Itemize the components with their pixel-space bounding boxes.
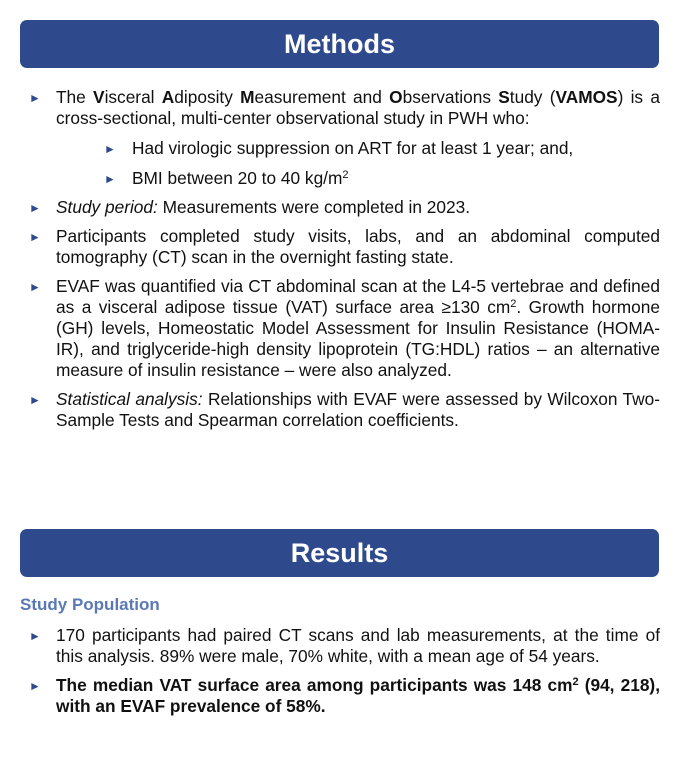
triangle-right-icon: ► [29, 679, 41, 693]
list-item-statistical: ► Statistical analysis: Relationships with EVAF were assessed by Wilcoxon Two-Sample Tests and Spearman correlation coefficients. [29, 389, 660, 430]
triangle-right-icon: ► [29, 230, 41, 244]
methods-heading: Methods [20, 20, 659, 68]
triangle-right-icon: ► [29, 629, 41, 643]
triangle-right-icon: ► [29, 280, 41, 294]
triangle-right-icon: ► [104, 142, 116, 156]
results-heading: Results [20, 529, 659, 577]
triangle-right-icon: ► [29, 201, 41, 215]
list-item-participants: ► Participants completed study visits, labs, and an abdominal computed tomography (CT) scan in the overnight fasting state. [29, 226, 660, 267]
list-item-participants-count: ► 170 participants had paired CT scans and lab measurements, at the time of this analysis. 89% were male, 70% white, with a mean age of 54 years. [29, 625, 660, 666]
triangle-right-icon: ► [104, 172, 116, 186]
sub-item-bmi: ► BMI between 20 to 40 $kg/m^2$ [104, 168, 349, 188]
methods-list [20, 87, 660, 439]
sub-item-virologic: ► Had virologic suppression on ART for at least 1 year; and, [104, 138, 574, 158]
list-item-study-period: ► Study period: Measurements were completed in 2023. [29, 197, 471, 217]
list-item-evaf: ► EVAF was quantified via CT abdominal scan at the L4-5 vertebrae and defined as a visceral adipose tissue (VAT) surface area ≥130 $cm^2$. Growth hormone (GH) levels, Homeostatic Model Assessment for Insulin Resistance (HOMA-IR), and triglyceride-high density lipoprotein (TG:HDL) ratios – an alternative measure of insulin resistance – were also analyzed. [29, 276, 660, 380]
vamos-acronym: VAMOS [555, 87, 618, 107]
study-population-subheading: Study Population [20, 595, 160, 614]
list-item-median-vat: ► The median VAT surface area among participants was 148 $cm^2$ (94, 218), with an EVAF prevalence of 58%. [29, 675, 660, 716]
triangle-right-icon: ► [29, 393, 41, 407]
triangle-right-icon: ► [29, 91, 41, 105]
results-list [20, 625, 660, 725]
list-item-intro: ► The Visceral Adiposity Measurement and Observations Study (VAMOS) is a cross-sectional, multi-center observational study in PWH who: ► Had virologic suppression on ART for at least 1 year; and, ► BMI between 20 to 40 $kg/m^2$ [20, 87, 660, 189]
